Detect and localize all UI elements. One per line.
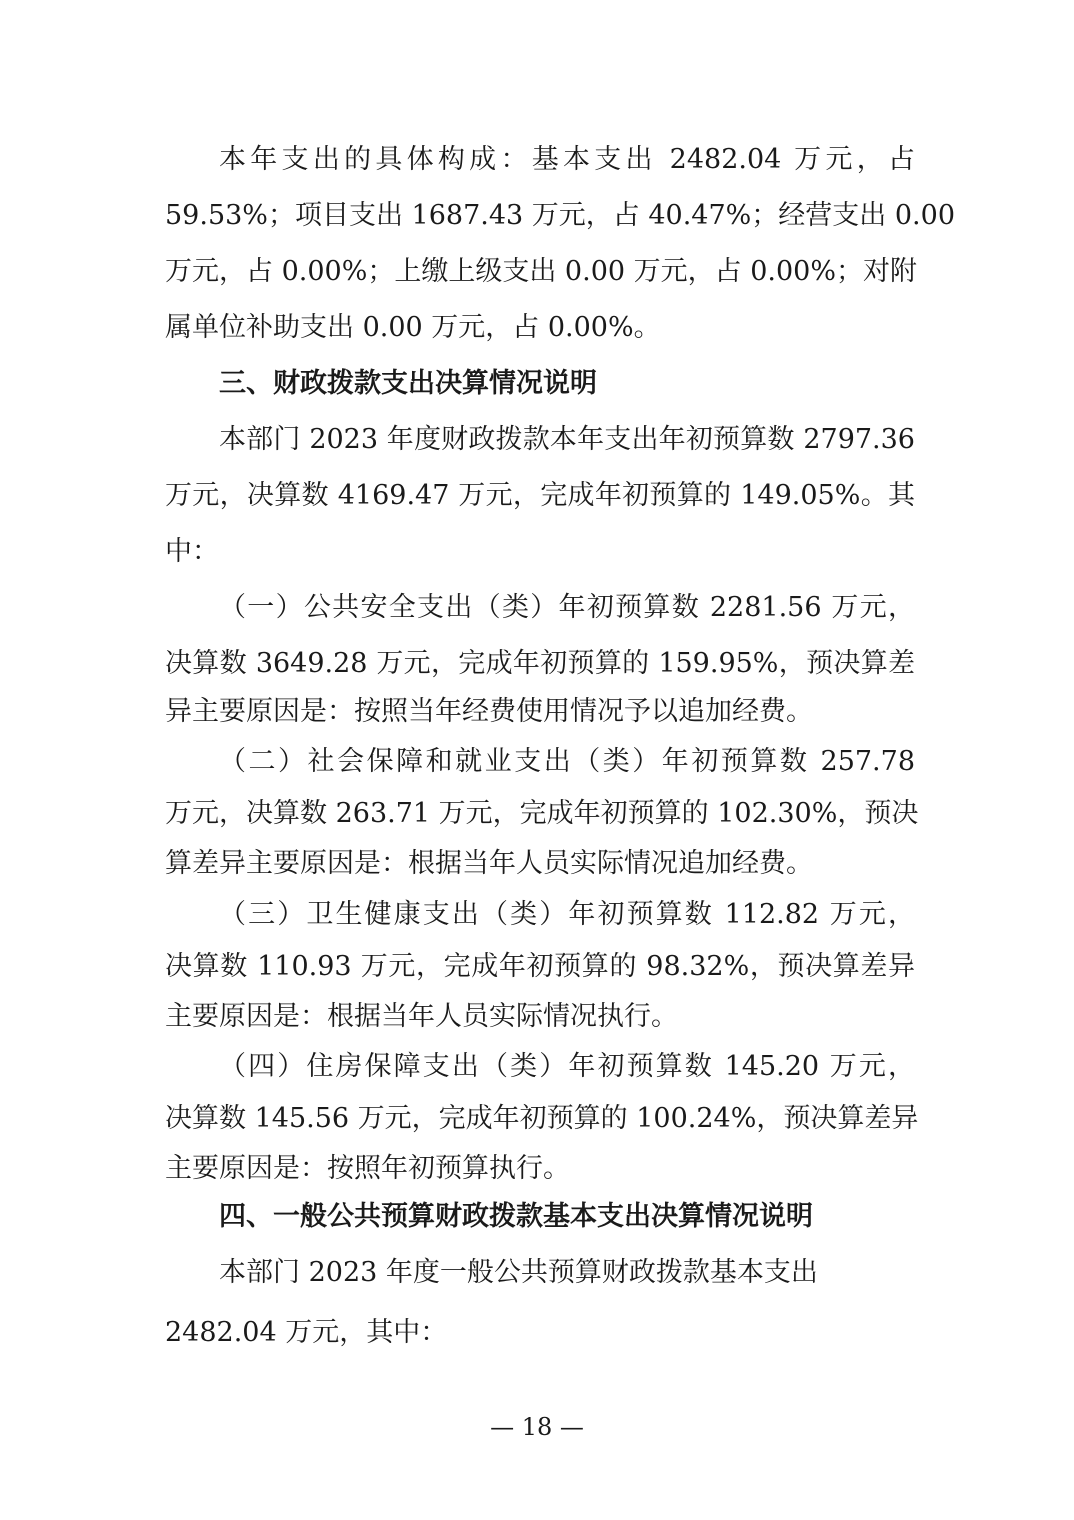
paragraph-line: 决算数 110.93 万元，完成年初预算的 98.32%，预决算差异 (165, 951, 915, 982)
section-heading-3: 三、财政拨款支出决算情况说明 (219, 368, 597, 399)
paragraph-line: 本部门 2023 年度一般公共预算财政拨款基本支出 (219, 1257, 818, 1288)
paragraph-line: （四）住房保障支出（类）年初预算数 145.20 万元， (219, 1051, 915, 1082)
section-heading-4: 四、一般公共预算财政拨款基本支出决算情况说明 (219, 1201, 813, 1232)
paragraph-line: 万元，决算数 263.71 万元，完成年初预算的 102.30%，预决 (165, 798, 919, 829)
paragraph-line: 本年支出的具体构成：基本支出 2482.04 万元，占 (219, 144, 915, 175)
paragraph-line: （二）社会保障和就业支出（类）年初预算数 257.78 (219, 746, 915, 777)
paragraph-line: 异主要原因是：按照当年经费使用情况予以追加经费。 (165, 696, 813, 727)
paragraph-line: 万元，决算数 4169.47 万元，完成年初预算的 149.05%。其 (165, 480, 915, 511)
paragraph-line: 决算数 145.56 万元，完成年初预算的 100.24%，预决算差异 (165, 1103, 919, 1134)
paragraph-line: 主要原因是：按照年初预算执行。 (165, 1153, 570, 1184)
paragraph-line: 算差异主要原因是：根据当年人员实际情况追加经费。 (165, 848, 813, 879)
paragraph-line: （三）卫生健康支出（类）年初预算数 112.82 万元， (219, 899, 915, 930)
paragraph-line: 属单位补助支出 0.00 万元，占 0.00%。 (165, 312, 661, 343)
paragraph-line: 本部门 2023 年度财政拨款本年支出年初预算数 2797.36 (219, 424, 915, 455)
paragraph-line: （一）公共安全支出（类）年初预算数 2281.56 万元， (219, 592, 915, 623)
paragraph-line: 主要原因是：根据当年人员实际情况执行。 (165, 1001, 678, 1032)
paragraph-line: 万元，占 0.00%；上缴上级支出 0.00 万元，占 0.00%；对附 (165, 256, 917, 287)
paragraph-line: 中： (165, 536, 219, 567)
paragraph-line: 59.53%；项目支出 1687.43 万元，占 40.47%；经营支出 0.00 (165, 200, 955, 231)
paragraph-line: 2482.04 万元，其中： (165, 1317, 448, 1348)
paragraph-line: 决算数 3649.28 万元，完成年初预算的 159.95%，预决算差 (165, 648, 915, 679)
page-number: — 18 — (490, 1413, 584, 1441)
